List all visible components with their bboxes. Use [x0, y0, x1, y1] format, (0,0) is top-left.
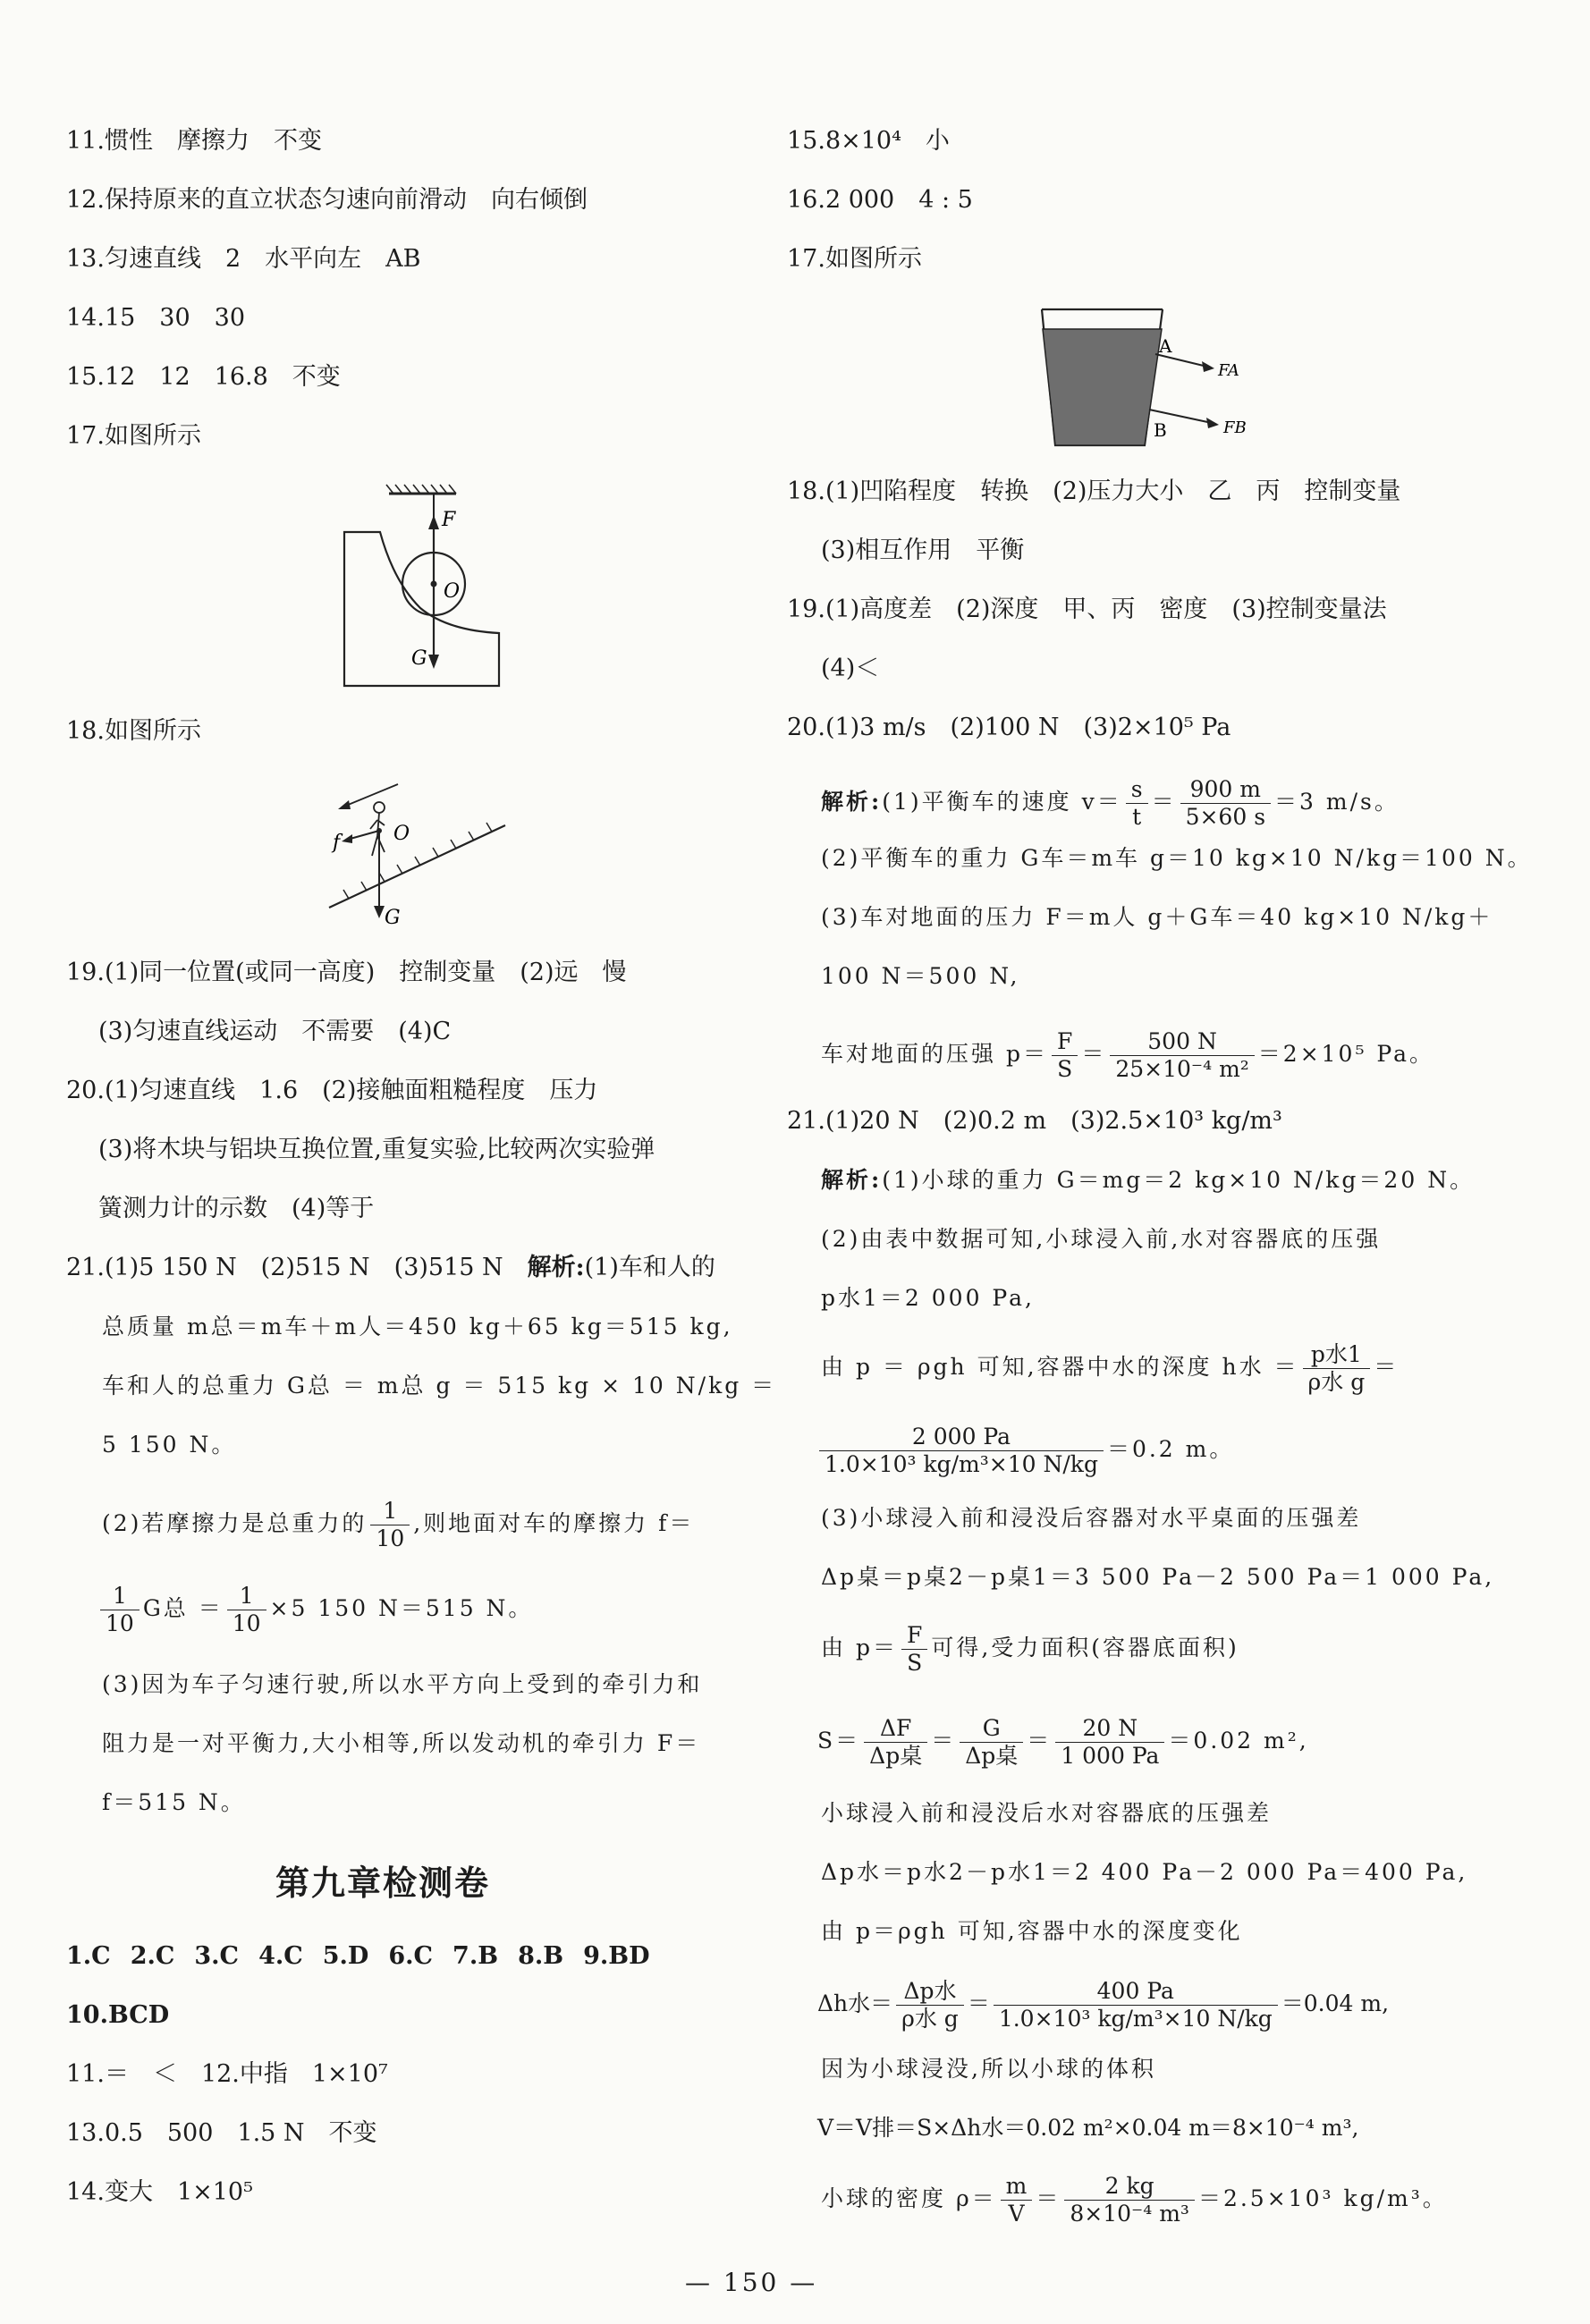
answer-17: 17.如图所示 — [787, 245, 922, 273]
answer-11-12: 11.＝ ＜ 12.中指 1×10⁷ — [66, 2060, 388, 2088]
answer-19-line1: 19.(1)同一位置(或同一高度) 控制变量 (2)远 慢 — [66, 959, 627, 986]
answer-21-analysis-12: 由 p＝ρgh 可知,容器中水的深度变化 — [821, 1918, 1243, 1944]
answer-20-line2: (3)将木块与铝块互换位置,重复实验,比较两次实验弹 — [98, 1136, 655, 1163]
answer-13: 13.匀速直线 2 水平向左 AB — [66, 245, 421, 273]
answer-20-analysis-2: (2)平衡车的重力 G车＝m车 g＝10 kg×10 N/kg＝100 N。 — [821, 845, 1533, 871]
answer-18-line2: (3)相互作用 平衡 — [821, 537, 1025, 564]
answer-21-line9: f＝515 N。 — [102, 1789, 246, 1815]
answer-21-line4: 5 150 N。 — [102, 1432, 237, 1458]
answer-20-analysis-4: 100 N＝500 N, — [821, 963, 1020, 989]
answer-20-analysis-3: (3)车对地面的压力 F＝m人 g＋G车＝40 kg×10 N/kg＋ — [821, 904, 1493, 930]
answer-14: 14.15 30 30 — [66, 304, 246, 332]
answer-14: 14.变大 1×10⁵ — [66, 2178, 253, 2206]
answer-21-line1: 21.(1)20 N (2)0.2 m (3)2.5×10³ kg/m³ — [787, 1107, 1282, 1135]
answer-21-analysis-16: 小球的密度 ρ＝ $\frac{m}{V}$ ＝ $\frac{2 kg}{\text{8×10⁻⁴ m³}}$ ＝2.5×10³ kg/m³。 — [821, 2173, 1448, 2227]
answer-21-line1: 21.(1)5 150 N (2)515 N (3)515 N 解析:(1)车和人的 — [66, 1254, 715, 1281]
answer-20-line1: 20.(1)3 m/s (2)100 N (3)2×10⁵ Pa — [787, 714, 1231, 741]
answer-21-analysis-3: p水1＝2 000 Pa, — [821, 1285, 1035, 1311]
force-label-FA: FA — [1218, 361, 1239, 380]
answer-20-analysis-1: 解析:(1)平衡车的速度 v＝ $\frac{s}{t}$ ＝ $\frac{900 m}{5\times 60 s}$ ＝3 m/s。 — [821, 776, 1400, 830]
multiple-choice-answers: 1.C 2.C 3.C 4.C 5.D 6.C 7.B 8.B 9.BD — [66, 1942, 650, 1970]
answer-19-line2: (4)＜ — [821, 655, 880, 682]
friction-label-f: f — [333, 832, 341, 854]
fraction-one-tenth: $\frac{1}{10}$ — [227, 1583, 266, 1637]
incline-person-diagram — [322, 773, 519, 934]
point-label-B: B — [1154, 419, 1167, 441]
answer-15: 15.8×10⁴ 小 — [787, 127, 950, 155]
answer-21-analysis-8: 由 p＝ $\frac{F}{S}$ 可得,受力面积(容器底面积) — [821, 1622, 1239, 1676]
center-label-O: O — [444, 580, 461, 603]
answer-21-analysis-13: Δh水＝ $\frac{\text{Δp水}}{\text{ρ水 g}}$ ＝ $\frac{400 Pa}{\text{1.0×10³ kg/m³×10 N/kg}}$ ＝0.04 m, — [817, 1978, 1390, 2032]
answer-10: 10.BCD — [66, 2001, 170, 2029]
point-label-A: A — [1159, 335, 1172, 357]
answer-18: 18.如图所示 — [66, 717, 201, 745]
answer-19-line1: 19.(1)高度差 (2)深度 甲、丙 密度 (3)控制变量法 — [787, 596, 1387, 623]
answer-21-analysis-2: (2)由表中数据可知,小球浸入前,水对容器底的压强 — [821, 1226, 1382, 1252]
answer-11: 11.惯性 摩擦力 不变 — [66, 127, 322, 155]
container-pressure-diagram — [1028, 302, 1270, 454]
answer-21-line8: 阻力是一对平衡力,大小相等,所以发动机的牵引力 F＝ — [102, 1730, 701, 1756]
answer-21-analysis-7: Δp桌＝p桌2－p桌1＝3 500 Pa－2 500 Pa＝1 000 Pa, — [821, 1564, 1495, 1590]
answer-15: 15.12 12 16.8 不变 — [66, 363, 341, 391]
answer-21-line6: $\frac{1}{10}$ G总 ＝ $\frac{1}{10}$ ×5 150 N＝515 N。 — [97, 1583, 533, 1637]
answer-16: 16.2 000 4 : 5 — [787, 186, 973, 214]
fraction-one-tenth: $\frac{1}{10}$ — [370, 1498, 410, 1552]
answer-21-analysis-6: (3)小球浸入前和浸没后容器对水平桌面的压强差 — [821, 1505, 1362, 1531]
answer-21-analysis-10: 小球浸入前和浸没后水对容器底的压强差 — [821, 1800, 1273, 1826]
answer-17: 17.如图所示 — [66, 422, 201, 450]
answer-13: 13.0.5 500 1.5 N 不变 — [66, 2119, 377, 2147]
gravity-label-G: G — [385, 907, 401, 929]
answer-21-analysis-14: 因为小球浸没,所以小球的体积 — [821, 2056, 1156, 2082]
answer-21-analysis-1: 解析:(1)小球的重力 G＝mg＝2 kg×10 N/kg＝20 N。 — [821, 1167, 1476, 1193]
answer-20-line1: 20.(1)匀速直线 1.6 (2)接触面粗糙程度 压力 — [66, 1077, 598, 1104]
answer-21-analysis-5: $\frac{2 000 Pa}{\text{1.0×10³ kg/m³×10 N/kg}}$ ＝0.2 m。 — [816, 1424, 1234, 1478]
answer-21-line3: 车和人的总重力 G总 ＝ m总 g ＝ 515 kg × 10 N/kg ＝ — [102, 1373, 777, 1399]
answer-21-analysis-9: S＝ $\frac{\Delta F}{\text{Δp桌}}$ ＝ $\frac{G}{\text{Δp桌}}$ ＝ $\frac{20 N}{1 000 Pa}$ ＝0.02 m², — [817, 1715, 1309, 1769]
answer-21-line5: (2)若摩擦力是总重力的 $\frac{1}{10}$ ,则地面对车的摩擦力 f＝ — [102, 1498, 695, 1551]
force-label-F: F — [442, 509, 456, 531]
ball-force-diagram — [331, 483, 519, 697]
center-label-O: O — [393, 823, 410, 845]
page-number: — 150 — — [685, 2268, 818, 2297]
answer-21-line7: (3)因为车子匀速行驶,所以水平方向上受到的牵引力和 — [102, 1671, 703, 1697]
gravity-label-G: G — [411, 647, 427, 670]
answer-12: 12.保持原来的直立状态匀速向前滑动 向右倾倒 — [66, 186, 588, 214]
answer-21-analysis-15: V＝V排＝S×Δh水＝0.02 m²×0.04 m＝8×10⁻⁴ m³, — [817, 2115, 1359, 2141]
answer-21-line2: 总质量 m总＝m车＋m人＝450 kg＋65 kg＝515 kg, — [102, 1314, 733, 1339]
answer-20-analysis-5: 车对地面的压强 p＝ $\frac{F}{S}$ ＝ $\frac{500 N}{\text{25×10⁻⁴ m²}}$ ＝2×10⁵ Pa。 — [821, 1028, 1435, 1082]
answer-21-analysis-4: 由 p ＝ ρgh 可知,容器中水的深度 h水 ＝ $\frac{\text{p水1}}{\text{ρ水 g}}$ ＝ — [821, 1341, 1400, 1395]
answer-21-analysis-11: Δp水＝p水2－p水1＝2 400 Pa－2 000 Pa＝400 Pa, — [821, 1859, 1468, 1885]
answer-19-line2: (3)匀速直线运动 不需要 (4)C — [98, 1018, 452, 1045]
answer-20-line3: 簧测力计的示数 (4)等于 — [98, 1195, 375, 1222]
answer-18-line1: 18.(1)凹陷程度 转换 (2)压力大小 乙 丙 控制变量 — [787, 477, 1401, 505]
fraction-one-tenth: $\frac{1}{10}$ — [100, 1583, 140, 1637]
chapter-title: 第九章检测卷 — [275, 1863, 491, 1903]
force-label-FB: FB — [1223, 418, 1247, 437]
analysis-label: 解析: — [527, 1254, 585, 1281]
